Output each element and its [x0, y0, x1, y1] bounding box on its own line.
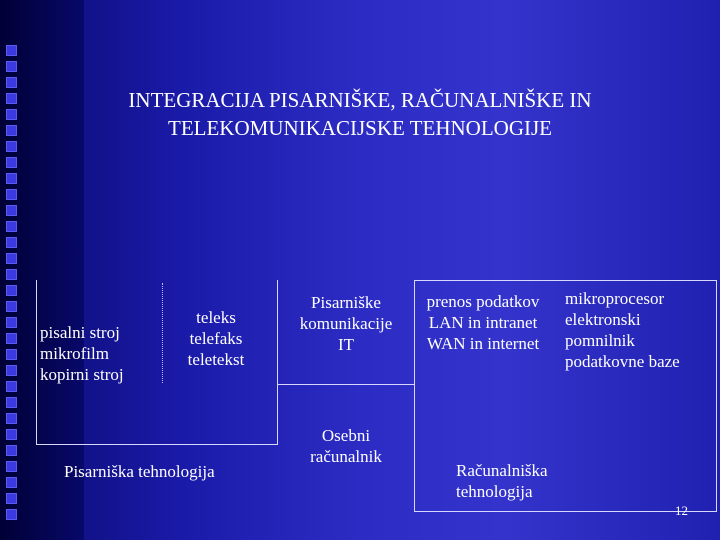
- office-device-item: pisalni stroj: [40, 323, 120, 342]
- center-bottom-line: računalnik: [310, 447, 382, 466]
- data-transfer-item: LAN in intranet: [428, 313, 538, 332]
- square-icon: [6, 189, 17, 200]
- page-number: 12: [675, 503, 688, 518]
- square-icon: [6, 381, 17, 392]
- square-icon: [6, 461, 17, 472]
- computing-component-item: podatkovne baze: [565, 352, 680, 371]
- square-icon: [6, 61, 17, 72]
- square-icon: [6, 493, 17, 504]
- right-top-horizontal-line: [414, 280, 717, 281]
- square-icon: [6, 221, 17, 232]
- square-icon: [6, 157, 17, 168]
- computer-technology-label: [456, 460, 548, 502]
- square-icon: [6, 109, 17, 120]
- computer-technology-line: Računalniška: [456, 461, 548, 480]
- square-icon: [6, 77, 17, 88]
- square-icon: [6, 269, 17, 280]
- data-transfer-item: prenos podatkov: [426, 292, 540, 311]
- office-device-item: kopirni stroj: [40, 365, 124, 384]
- center-separator-line: [277, 384, 415, 385]
- computing-component-item: mikroprocesor: [565, 289, 665, 308]
- computer-technology-line: tehnologija: [456, 482, 533, 501]
- telecom-service-item: telefaks: [189, 329, 243, 348]
- square-icon: [6, 45, 17, 56]
- square-icon: [6, 349, 17, 360]
- square-icon: [6, 317, 17, 328]
- square-icon: [6, 301, 17, 312]
- center-top-line: Pisarniške: [311, 293, 381, 312]
- computing-component-item: pomnilnik: [565, 331, 635, 350]
- left-edge-decoration: [0, 0, 84, 540]
- square-icon: [6, 253, 17, 264]
- square-icon: [6, 125, 17, 136]
- left-dotted-separator: [162, 283, 163, 383]
- square-icon: [6, 333, 17, 344]
- title-line-1: INTEGRACIJA PISARNIŠKE, RAČUNALNIŠKE IN: [128, 88, 592, 112]
- square-icon: [6, 365, 17, 376]
- right-bottom-horizontal-line: [414, 511, 717, 512]
- computing-component-item: elektronski: [565, 310, 641, 329]
- square-icon: [6, 237, 17, 248]
- center-bottom-line: Osebni: [321, 426, 371, 445]
- telecom-service-item: teleks: [196, 308, 236, 327]
- square-icon: [6, 397, 17, 408]
- left-outer-vertical-line: [36, 280, 37, 445]
- telecom-services-list: [168, 307, 264, 370]
- data-transfer-item: WAN in internet: [426, 334, 540, 353]
- square-icon: [6, 285, 17, 296]
- square-icon: [6, 413, 17, 424]
- telecom-service-item: teletekst: [187, 350, 245, 369]
- office-devices-list: [40, 322, 124, 385]
- right-outer-vertical-line: [716, 280, 717, 512]
- data-transfer-list: [416, 291, 550, 354]
- office-communications-label: [278, 292, 414, 355]
- office-device-item: mikrofilm: [40, 344, 109, 363]
- square-icon: [6, 141, 17, 152]
- square-icon: [6, 445, 17, 456]
- square-icon: [6, 509, 17, 520]
- left-bottom-horizontal-line: [36, 444, 278, 445]
- bullet-square-column: [6, 45, 20, 525]
- title-line-2: TELEKOMUNIKACIJSKE TEHNOLOGIJE: [168, 116, 552, 140]
- square-icon: [6, 205, 17, 216]
- square-icon: [6, 173, 17, 184]
- square-icon: [6, 477, 17, 488]
- personal-computer-label: [278, 425, 414, 467]
- center-top-line: IT: [337, 335, 355, 354]
- square-icon: [6, 429, 17, 440]
- office-technology-label: Pisarniška tehnologija: [64, 462, 215, 481]
- center-top-line: komunikacije: [299, 314, 393, 333]
- square-icon: [6, 93, 17, 104]
- center-right-vertical-line: [414, 280, 415, 512]
- computing-components-list: [565, 288, 680, 372]
- slide-title: [60, 86, 660, 142]
